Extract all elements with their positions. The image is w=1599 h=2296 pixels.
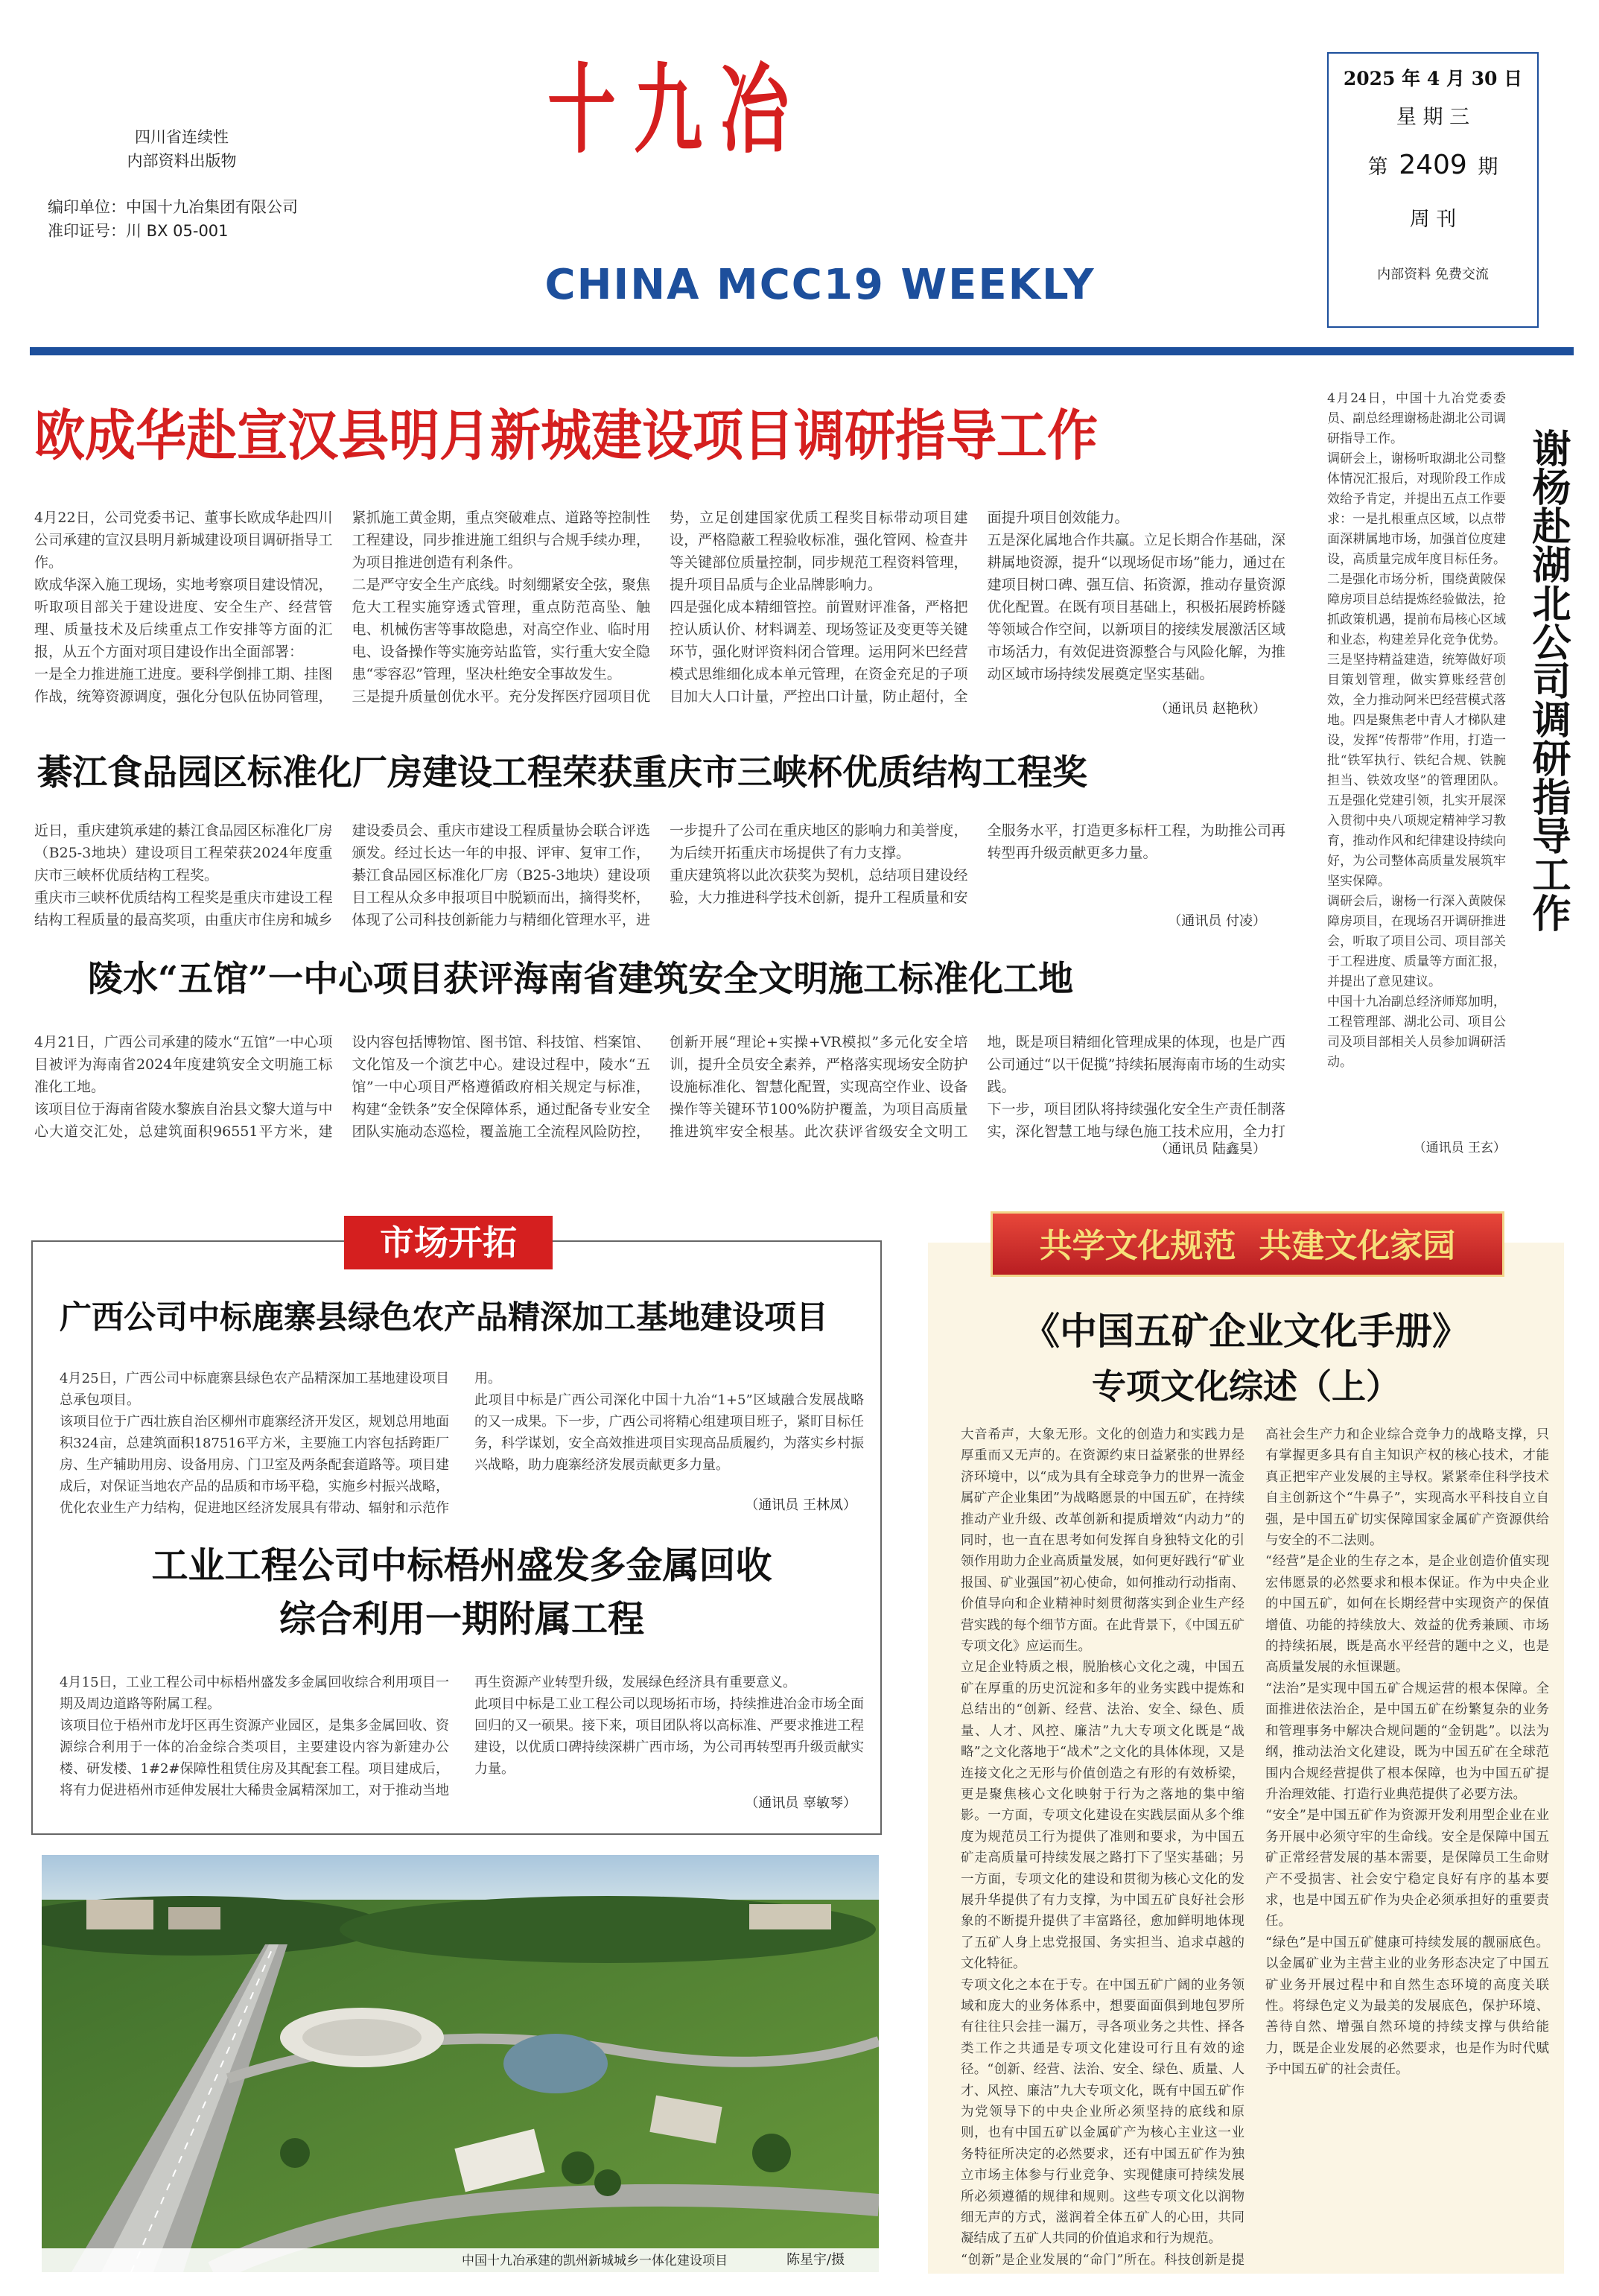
newspaper-subtitle: CHINA MCC19 WEEKLY [544,261,1096,309]
side-article-credit: （通讯员 王玄） [1413,1141,1506,1155]
article3-headline: 陵水“五馆”一中心项目获评海南省建筑安全文明施工标准化工地 [88,959,1074,1000]
newspaper-logo [547,52,1099,210]
issue-info-box [1327,52,1539,328]
market-article2-body: 4月15日，工业工程公司中标梧州盛发多金属回收综合利用项目一期及周边道路等附属工程。 该项目位于梧州市龙圩区再生资源产业园区，是集多金属回收、资源综合利用于一体的冶金综合类项目，主要建设内容为新建办公楼、研发楼、1#2#保障性租赁住房及其配套工程。项目建成后，将有力促进梧州市延伸发展壮大稀贵金属精深加工，对于推动当地再生资源产业转型升级，发展绿色经济具有重要意义。 此项目中标是工业工程公司以现场拓市场，持续推进冶金市场全面回归的又一硕果。接下来，项目团队将以高标准、严要求推进工程建设，以优质口碑持续深耕广西市场，为公司再转型再升级贡献实力量。 [60,1675,864,1798]
article1-headline: 欧成华赴宣汉县明月新城建设项目调研指导工作 [34,404,1099,469]
market-article2-credit: （通讯员 辜敏琴） [745,1795,856,1811]
issue-number: 2409 [1399,150,1467,180]
article3-body: 4月21日，广西公司承建的陵水“五馆”一中心项目被评为海南省2024年度建筑安全文明施工标准化工地。 该项目位于海南省陵水黎族自治县文黎大道与中心大道交汇处，总建筑面积96551平方米，建设内容包括博物馆、图书馆、科技馆、档案馆、文化馆及一个演艺中心。建设过程中，陵水“五馆”一中心项目严格遵循政府相关规定与标准，构建“金铁条”安全保障体系，通过配备专业安全团队实施动态巡检，覆盖施工全流程风险防控，创新开展“理论+实操+VR模拟”多元化安全培训，提升全员安全素养，严格落实现场安全防护设施标准化、智慧化配置，实现高空作业、设备操作等关键环节100%防护覆盖，为项目高质量推进筑牢安全根基。此次获评省级安全文明工地，既是项目精细化管理成果的体现，也是广西公司通过“以干促揽”持续拓展海南市场的生动实践。 下一步，项目团队将持续强化安全生产责任制落实，深化智慧工地与绿色施工技术应用，全力打 [34,1034,1285,1140]
article2-headline: 綦江食品园区标准化厂房建设工程荣获重庆市三峡杯优质结构工程奖 [37,752,1087,793]
editor-unit: 编印单位：中国十九冶集团有限公司 [48,198,298,216]
market-article1-body: 4月25日，广西公司中标鹿寨县绿色农产品精深加工基地建设项目总承包项目。 该项目位于广西壮族自治区柳州市鹿寨经济开发区，规划总用地面积324亩，总建筑面积187516平方米，主要施工内容包括跨距厂房、生产辅助用房、设备用房、门卫室及两条配套道路等。项目建成后，对保证当地农产品的品质和市场平稳，实施乡村振兴战略，优化农业生产力结构，促进地区经济发展具有带动、辐射和示范作用。 此项目中标是广西公司深化中国十九冶“1+5”区域融合发展战略的又一成果。下一步，广西公司将精心组建项目班子，紧盯目标任务，科学谋划，安全高效推进项目实现高品质履约，为落实乡村振兴战略，助力鹿寨经济发展贡献更多力量。 [60,1371,864,1516]
issue-number-prefix: 第 [1367,156,1388,179]
article2-credit: （通讯员 付凌） [1168,913,1266,929]
culture-headline-line2: 专项文化综述（上） [1092,1366,1400,1407]
side-article-headline: 谢杨赴湖北公司调研指导工作 [1525,428,1571,932]
side-article-body: 4月24日，中国十九冶党委委员、副总经理谢杨赴湖北公司调研指导工作。 调研会上，谢杨听取湖北公司整体情况汇报后，对现阶段工作成效给予肯定，并提出五点工作要求：一是扎根重点区域，以点带面深耕属地市场，加强首位度建设，高质量完成年度目标任务。二是强化市场分析，围绕黄陂保障房项目总结提炼经验做法，抢抓政策机遇，提前布局核心区域和业态，构建差异化竞争优势。三是坚持精益建造，统筹做好项目策划管理，做实算账经营创效，全力推动阿米巴经营模式落地。四是聚焦老中青人才梯队建设，发挥“传帮带”作用，打造一批“铁军执行、铁纪合规、铁腕担当、铁效攻坚”的管理团队。五是强化党建引领，扎实开展深入贯彻中央八项规定精神学习教育，推动作风和纪律建设持续向好，为公司整体高质量发展筑牢坚实保障。 调研会后，谢杨一行深入黄陂保障房项目，在现场召开调研推进会，听取了项目公司、项目部关于工程进度、质量等方面汇报，并提出了意见建议。 中国十九冶副总经济师郑加明，工程管理部、湖北公司、项目公司及项目部相关人员参加调研活动。 [1327,391,1506,1070]
market-section-banner: 市场开拓 [344,1216,553,1269]
issue-date: 2025 年 4 月 30 日 [1343,68,1523,89]
issue-weekday: 星 期 三 [1396,106,1470,129]
logo-text: 十九冶 [547,52,807,167]
culture-section-banner: 共学文化规范 共建文化家园 [991,1211,1504,1277]
issue-type: 周 刊 [1409,208,1457,231]
market-article1-headline: 广西公司中标鹿寨县绿色农产品精深加工基地建设项目 [60,1299,828,1336]
article2-body: 近日，重庆建筑承建的綦江食品园区标准化厂房（B25-3地块）建设项目工程荣获2024年度重庆市三峡杯优质结构工程奖。 重庆市三峡杯优质结构工程奖是重庆市建设工程结构工程质量的最高奖项，由重庆市住房和城乡建设委员会、重庆市建设工程质量协会联合评选颁发。经过长达一年的申报、评审、复审工作，綦江食品园区标准化厂房（B25-3地块）建设项目工程从众多申报项目中脱颖而出，摘得奖杯，体现了公司科技创新能力与精细化管理水平，进一步提升了公司在重庆地区的影响力和美誉度，为后续开拓重庆市场提供了有力支撑。 重庆建筑将以此次获奖为契机，总结项目建设经验，大力推进科学技术创新，提升工程质量和安全服务水平，打造更多标杆工程，为助推公司再转型再升级贡献更多力量。 [34,822,1285,928]
culture-article-body: 大音希声，大象无形。文化的创造力和实践力是厚重而又无声的。在资源约束日益紧张的世界经济环境中，以“成为具有全球竞争力的世界一流金属矿产企业集团”为战略愿景的中国五矿，在持续推动产业升级、改革创新和提质增效“内动力”的同时，也一直在思考如何发挥自身独特文化的引领作用助力企业高质量发展，如何更好践行“矿业报国、矿业强国”初心使命，如何推动行动指南、价值导向和企业精神时刻贯彻落实到企业生产经营实践的每个细节方面。在此背景下，《中国五矿专项文化》应运而生。 立足企业特质之根，脱胎核心文化之魂，中国五矿在厚重的历史沉淀和多年的业务实践中提炼和总结出的“创新、经营、法治、安全、绿色、质量、人才、风控、廉洁”九大专项文化既是“战略”之文化落地于“战术”之文化的具体体现，又是连接文化之无形与价值创造之有形的有效桥梁，更是聚焦核心文化映射于行为之落地的集中缩影。一方面，专项文化建设在实践层面从多个维度为规范员工行为提供了准则和要求，为中国五矿走高质量可持续发展之路打下了坚实基础；另一方面，专项文化的建设和贯彻为核心文化的发展升华提供了有力支撑，为中国五矿良好社会形象的不断提升提供了丰富路径，愈加鲜明地体现了五矿人身上忠党报国、务实担当、追求卓越的文化特征。 专项文化之本在于专。在中国五矿广阔的业务领域和庞大的业务体系中，想要面面俱到地包罗所有往往只会挂一漏万，寻各项业务之共性、择各类工作之共通是专项文化建设可行且有效的途径。“创新、经营、法治、安全、绿色、质量、人才、风控、廉洁”九大专项文化，既有中国五矿作为党领导下的中央企业所必须坚持的底线和原则，也有中国五矿以金属矿产为核心主业这一业务特征所决定的必然要求，还有中国五矿作为独立市场主体参与行业竞争、实现健康可持续发展所必须遵循的规律和规则。这些专项文化以润物细无声的方式，滋润着全体五矿人的心田，共同凝结成了五矿人共同的价值追求和行为规范。 “创新”是企业发展的“命门”所在。科技创新是提高社会生产力和企业综合竞争力的战略支撑，只有掌握更多具有自主知识产权的核心技术，才能真正把牢产业发展的主导权。紧紧牵住科学技术自主创新这个“牛鼻子”，实现高水平科技自立自强，是中国五矿切实保障国家金属矿产资源供给与安全的不二法则。 “经营”是企业的生存之本，是企业创造价值实现宏伟愿景的必然要求和根本保证。作为中央企业的中国五矿，如何在长期经营中实现资产的保值增值、功能的持续放大、效益的优秀兼顾、市场的持续拓展，既是高水平经营的题中之义，也是高质量发展的永恒课题。 “法治”是实现中国五矿合规运营的根本保障。全面推进依法治企，是中国五矿在纷繁复杂的业务和管理事务中解决合规问题的“金钥匙”。以法为纲，推动法治文化建设，既为中国五矿在全球范围内合规经营提供了根本保障，也为中国五矿提升治理效能、打造行业典范提供了必要方法。 “安全”是中国五矿作为资源开发利用型企业在业务开展中必须守牢的生命线。安全是保障中国五矿正常经营发展的基本需要，是保障员工生命财产不受损害、社会安宁稳定良好有序的基本要求，也是中国五矿作为央企必须承担好的重要责任。 “绿色”是中国五矿健康可持续发展的靓丽底色。以金属矿业为主营主业的业务形态决定了中国五矿业务开展过程中和自然生态环境的高度关联性。将绿色定义为最美的发展底色，保护环境、善待自然、增强自然环境的持续支撑与供给能力，既是企业发展的必然要求，也是作为时代赋予中国五矿的社会责任。 [961,1427,1549,2268]
photo-caption: 中国十九冶承建的凯州新城城乡一体化建设项目 [462,2254,728,2268]
culture-headline-line1: 《中国五矿企业文化手册》 [1023,1309,1469,1353]
market-article2-headline-line2: 综合利用一期附属工程 [279,1598,644,1640]
market-article1-credit: （通讯员 王林凤） [745,1497,856,1513]
issue-number-suffix: 期 [1478,156,1498,179]
issue-number-line [1329,150,1537,183]
issue-note: 内部资料 免费交流 [1377,267,1489,282]
aerial-photo-illustration [42,1855,879,2272]
article1-credit: （通讯员 赵艳秋） [1154,701,1266,717]
publication-type-line1: 四川省连续性 [135,128,229,146]
photo-credit: 陈星宇/摄 [786,2252,845,2268]
market-article2-headline-line1: 工业工程公司中标梧州盛发多金属回收 [151,1544,772,1587]
publication-type-line2: 内部资料出版物 [127,152,237,170]
license-number: 准印证号：川 BX 05-001 [48,222,229,240]
article3-credit: （通讯员 陆鑫昊） [1154,1141,1266,1157]
masthead-rule [30,347,1574,355]
aerial-photo [42,1855,879,2272]
article1-body: 4月22日，公司党委书记、董事长欧成华赴四川公司承建的宣汉县明月新城建设项目调研指导工作。 欧成华深入施工现场，实地考察项目建设情况，听取项目部关于建设进度、安全生产、经营管理、质量技术及后续重点工作安排等方面的汇报，从五个方面对项目建设作出全面部署： 一是全力推进施工进度。要科学倒排工期、挂图作战，统筹资源调度，强化分包队伍协同管理，紧抓施工黄金期，重点突破难点、道路等控制性工程建设，同步推进施工组织与合规手续办理，为项目推进创造有利条件。 二是严守安全生产底线。时刻绷紧安全弦，聚焦危大工程实施穿透式管理，重点防范高坠、触电、机械伤害等事故隐患，对高空作业、临时用电、设备操作等实施旁站监管，实行重大安全隐患“零容忍”管理，坚决杜绝安全事故发生。 三是提升质量创优水平。充分发挥医疗园项目优势，立足创建国家优质工程奖目标带动项目建设，严格隐蔽工程验收标准，强化管网、检查井等关键部位质量控制，同步规范工程资料管理，提升项目品质与企业品牌影响力。 四是强化成本精细管控。前置财评准备，严格把控认质认价、材料调差、现场签证及变更等关键环节，强化财评资料闭合管理。运用阿米巴经营模式思维细化成本单元管理，在资金充足的子项目加大人口计量，严控出口计量，防止超付，全面提升项目创效能力。 五是深化属地合作共赢。立足长期合作基础，深耕属地资源，提升“以现场促市场”能力，通过在建项目树口碑、强互信、拓资源，推动存量资源优化配置。在既有项目基础上，积极拓展跨桥隧等领域合作空间，以新项目的接续发展激活区域市场活力，有效促进资源整合与风险化解，为推动区域市场持续发展奠定坚实基础。 [34,510,1285,705]
masthead-left-info [48,125,316,243]
